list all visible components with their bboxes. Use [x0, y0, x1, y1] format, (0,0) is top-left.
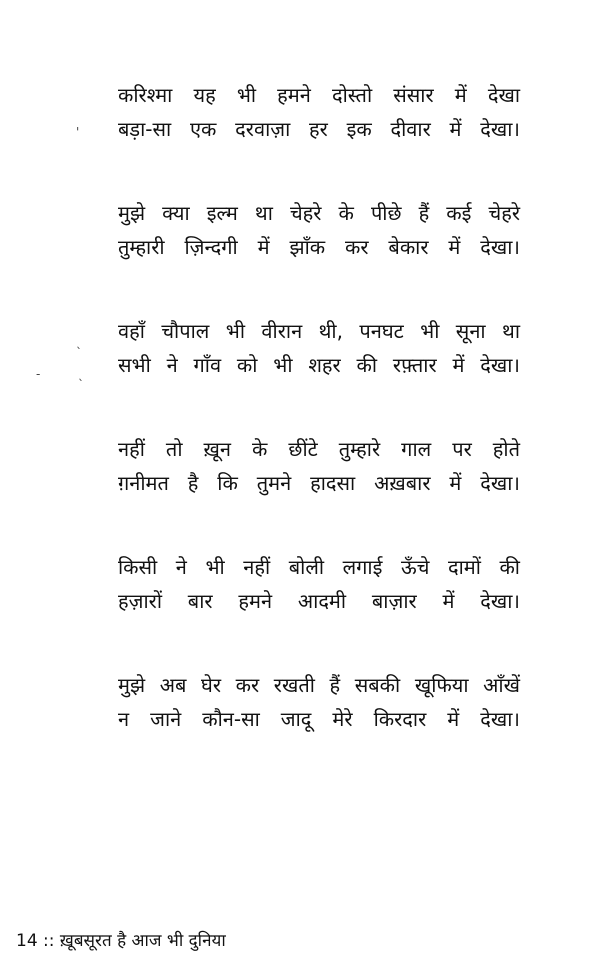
stanza-5 — [118, 550, 520, 618]
poem-line: वहाँ चौपाल भी वीरान थी, पनघट भी सूना था — [118, 319, 520, 343]
print-speck: ˎ — [76, 335, 82, 349]
poem-line: सभी ने गाँव को भी शहर की रफ़्तार में देखा। — [118, 353, 520, 377]
print-speck: ' — [76, 125, 80, 139]
footer-separator: :: — [43, 931, 55, 951]
poem-line: मुझे अब घेर कर रखती हैं सबकी खूफिया आँखें — [118, 673, 520, 697]
poem-line: तुम्हारी ज़िन्दगी में झाँक कर बेकार में देखा। — [118, 235, 520, 259]
poem-line: हज़ारों बार हमने आदमी बाज़ार में देखा। — [118, 589, 520, 613]
stanza-6 — [118, 668, 520, 736]
poem-line: ग़नीमत है कि तुमने हादसा अख़बार में देखा। — [118, 471, 520, 495]
stanza-2 — [118, 196, 520, 264]
poem-line: न जाने कौन-सा जादू मेरे किरदार में देखा। — [118, 707, 520, 731]
poem-line: बड़ा-सा एक दरवाज़ा हर इक दीवार में देखा। — [118, 117, 520, 141]
poem-line: किसी ने भी नहीं बोली लगाई ऊँचे दामों की — [118, 555, 520, 579]
print-speck: ˎ — [78, 367, 84, 381]
book-title: ख़ूबसूरत है आज भी दुनिया — [59, 931, 226, 951]
stanza-1 — [118, 78, 520, 146]
stanza-3 — [118, 314, 520, 382]
page-number: 14 — [16, 931, 38, 951]
poem-line: करिश्मा यह भी हमने दोस्तो संसार में देखा — [118, 83, 520, 107]
stanza-4 — [118, 432, 520, 500]
poem-line: मुझे क्या इल्म था चेहरे के पीछे हैं कई चेहरे — [118, 201, 520, 225]
poem — [118, 78, 520, 736]
page-footer — [16, 930, 226, 952]
poem-line: नहीं तो ख़ून के छींटे तुम्हारे गाल पर होते — [118, 437, 520, 461]
print-speck: - — [36, 367, 41, 381]
